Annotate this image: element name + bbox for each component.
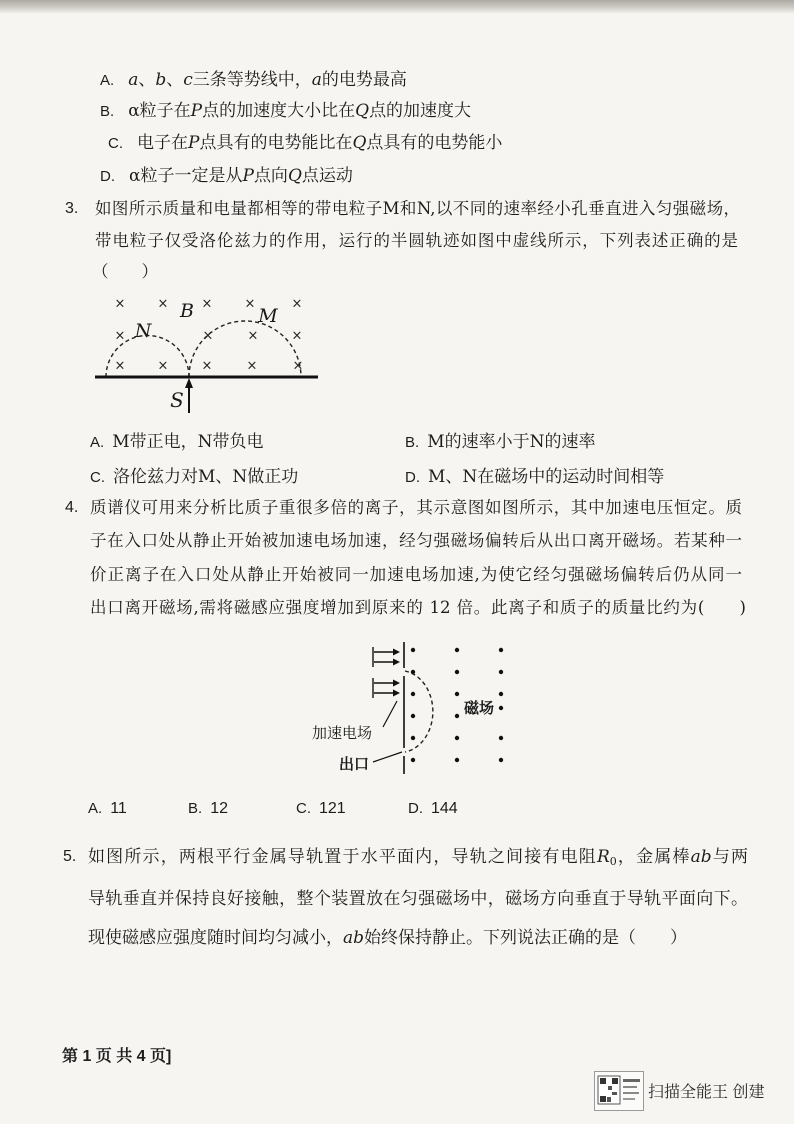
q4-number: 4. [65, 499, 79, 516]
logo-qr-block [607, 1097, 611, 1102]
magnetic-field-label: 磁场 [464, 700, 495, 717]
entry-arrow-head [185, 378, 193, 388]
q3-answer-blank: （ ） [92, 262, 158, 281]
option-text: 洛伦兹力对M、N做正功 [113, 467, 299, 487]
q4-stem-line-4: 出口离开磁场,需将磁感应强度增加到原来的 12 倍。此离子和质子的质量比约为( ) [90, 598, 746, 617]
q3-number: 3. [65, 200, 79, 217]
field-dot [455, 758, 459, 762]
field-cross: × [201, 358, 213, 374]
q5-stem-line-1 [88, 845, 748, 869]
logo-text-line [623, 1092, 639, 1094]
stem-text-part: 与两 [711, 847, 749, 867]
stem-text-part: 现使磁感应强度随时间均匀减小， [88, 928, 343, 948]
field-cross: × [291, 296, 303, 312]
arrow-head [393, 649, 400, 656]
option-text-part: 点的加速度大小比在 [202, 101, 356, 121]
q3-option-c [90, 465, 298, 490]
option-label: D. [408, 800, 423, 817]
arrow-head [393, 680, 400, 687]
option-text-part: 点向 [253, 166, 288, 186]
field-cross: × [201, 296, 213, 312]
option-label: A. [100, 72, 115, 89]
stem-text-part: ，金属棒 [616, 847, 691, 867]
q5-stem-line-3 [88, 926, 687, 950]
stem-text-part: 始终保持静止。下列说法正确的是（ ） [364, 928, 688, 948]
option-label: D. [405, 469, 420, 486]
q2-option-c [108, 131, 502, 156]
field-dot [499, 692, 503, 696]
logo-text-line [623, 1079, 640, 1082]
option-label: C. [108, 135, 123, 152]
exit-label: 出口 [339, 756, 370, 773]
q4-option-b [188, 797, 228, 821]
q3-option-b [405, 430, 595, 455]
accel-label-leader [383, 701, 397, 727]
field-dot [411, 648, 415, 652]
field-dot [499, 706, 503, 710]
option-text: 144 [431, 800, 458, 817]
field-cross: × [244, 296, 256, 312]
logo-text-line [623, 1098, 635, 1100]
option-label: B. [405, 434, 420, 451]
q2-option-a [100, 68, 407, 93]
option-text-part: Q [352, 133, 367, 153]
arrow-head [393, 659, 400, 666]
field-dot [455, 670, 459, 674]
option-label: C. [296, 800, 311, 817]
rod-symbol: ab [343, 928, 365, 948]
option-text: 11 [110, 800, 127, 817]
option-text-part: 电子在 [137, 133, 188, 153]
option-label: D. [100, 168, 115, 185]
field-dot [411, 670, 415, 674]
acceleration-field-arrows [373, 647, 400, 698]
torn-paper-edge [0, 0, 794, 14]
option-label: B. [100, 103, 115, 120]
logo-qr-block [612, 1078, 618, 1084]
field-dot [455, 714, 459, 718]
q4-option-a [88, 797, 127, 821]
option-text-part: c [183, 70, 193, 90]
q4-figure-mass-spectrometer [305, 638, 525, 783]
q3-option-a [90, 430, 263, 455]
option-text-part: P [190, 101, 203, 121]
q4-stem-line-3: 价正离子在入口处从静止开始被同一加速电场加速,为使它经匀强磁场偏转后仍从同一 [90, 565, 742, 584]
field-label-b: B [180, 300, 194, 322]
field-cross: × [157, 358, 169, 374]
rod-symbol: ab [690, 847, 712, 867]
option-text-part: 三条等势线中， [192, 70, 312, 90]
logo-qr-block [608, 1086, 612, 1090]
ion-trajectory [405, 671, 433, 752]
q4-stem-line-2: 子在入口处从静止开始被加速电场加速，经匀强磁场偏转后从出口离开磁场。若某种一 [90, 531, 742, 550]
option-label: A. [90, 434, 105, 451]
field-dot [455, 736, 459, 740]
option-text-part: P [188, 133, 200, 153]
field-dot [411, 758, 415, 762]
q4-option-d [408, 797, 458, 821]
option-text: M带正电，N带负电 [112, 432, 264, 452]
option-text-part: 的电势最高 [321, 70, 407, 90]
option-text-part: 点具有的电势能小 [366, 133, 503, 153]
scanner-logo-icon [594, 1071, 644, 1111]
option-text: M的速率小于N的速率 [427, 432, 596, 452]
option-label: A. [88, 800, 103, 817]
q3-stem-line-2: 带电粒子仅受洛伦兹力的作用，运行的半圆轨迹如图中虚线所示，下列表述正确的是 [95, 231, 738, 250]
accel-field-label: 加速电场 [312, 725, 373, 742]
field-dot [499, 758, 503, 762]
exit-label-leader [373, 752, 402, 762]
option-text-part: Q [287, 166, 302, 186]
logo-qr-block [612, 1092, 617, 1095]
arrow-head [393, 690, 400, 697]
q2-option-d [100, 164, 353, 189]
option-text: 12 [210, 800, 228, 817]
option-text-part: Q [355, 101, 370, 121]
option-text: M、N在磁场中的运动时间相等 [428, 467, 665, 487]
option-text-part: a [128, 70, 139, 90]
field-dot [411, 736, 415, 740]
particle-label-n: N [134, 320, 152, 342]
option-text-part: 点的加速度大 [369, 101, 472, 121]
field-cross: × [291, 328, 303, 344]
q3-stem-line-1: 如图所示质量和电量都相等的带电粒子M和N,以不同的速率经小孔垂直进入匀强磁场， [95, 199, 740, 218]
field-cross: × [157, 296, 169, 312]
option-text-part: a [311, 70, 322, 90]
field-dot [455, 648, 459, 652]
option-label: C. [90, 469, 105, 486]
q5-stem-line-2: 导轨垂直并保持良好接触，整个装置放在匀强磁场中，磁场方向垂直于导轨平面向下。 [88, 889, 748, 909]
option-text-part: 、 [166, 70, 184, 90]
logo-qr-block [600, 1078, 606, 1084]
field-cross: × [202, 328, 214, 344]
field-cross: × [246, 358, 258, 374]
field-cross: × [292, 358, 304, 374]
option-text-part: α粒子一定是从 [129, 166, 243, 186]
q4-stem-line-1: 质谱仪可用来分析比质子重很多倍的离子，其示意图如图所示，其中加速电压恒定。质 [90, 498, 742, 517]
field-dot [411, 692, 415, 696]
field-dot [411, 714, 415, 718]
field-cross: × [247, 328, 259, 344]
field-cross: × [114, 328, 126, 344]
q3-option-d [405, 465, 664, 490]
field-dot [455, 692, 459, 696]
option-text: 121 [319, 800, 346, 817]
field-dot [499, 648, 503, 652]
option-text-part: 点运动 [301, 166, 353, 186]
particle-label-m: M [258, 305, 278, 327]
resistor-symbol: R [596, 847, 610, 867]
logo-text-line [623, 1086, 637, 1088]
option-text-part: 、 [138, 70, 156, 90]
logo-qr-block [600, 1096, 606, 1102]
stem-text-part: 如图所示，两根平行金属导轨置于水平面内，导轨之间接有电阻 [88, 847, 597, 867]
source-label-s: S [170, 388, 184, 412]
option-label: B. [188, 800, 203, 817]
q5-number: 5. [63, 848, 77, 865]
option-text-part: b [155, 70, 167, 90]
q4-option-c [296, 797, 346, 821]
page-footer: 第 1 页 共 4 页] [62, 1048, 172, 1065]
option-text-part: 点具有的电势能比在 [199, 133, 353, 153]
field-cross: × [114, 296, 126, 312]
resistor-subscript: 0 [609, 855, 617, 868]
q2-option-b [100, 99, 471, 124]
scanner-watermark-text: 扫描全能王 创建 [648, 1084, 765, 1101]
option-text-part: α粒子在 [128, 101, 191, 121]
field-dot [499, 736, 503, 740]
field-dot [499, 670, 503, 674]
option-text-part: P [242, 166, 254, 186]
q3-figure-magnetic-field [90, 290, 330, 415]
field-cross: × [114, 358, 126, 374]
